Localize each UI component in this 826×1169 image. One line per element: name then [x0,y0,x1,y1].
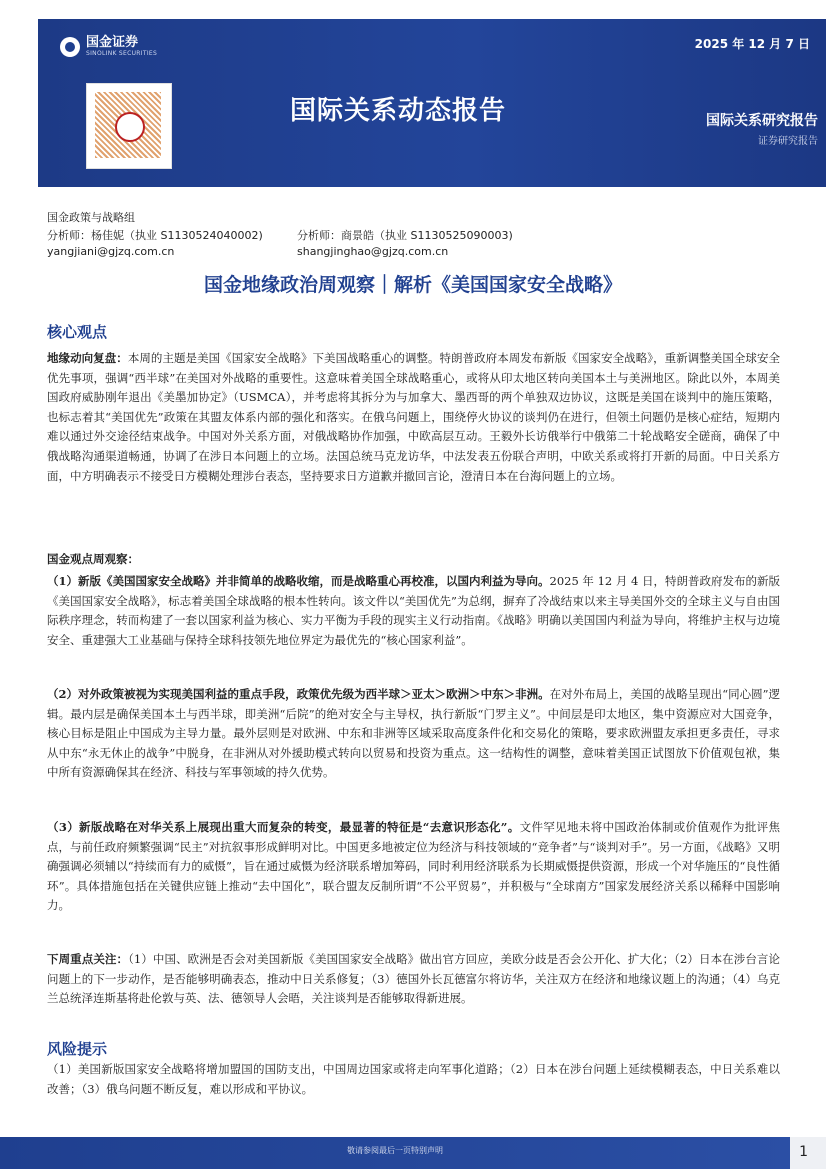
paragraph-lead: 下周重点关注： [47,952,129,966]
risk-heading: 风险提示 [47,1040,108,1058]
paragraph-point-1 [47,572,780,650]
footer-disclaimer-note: 敬请参阅最后一页特别声明 [347,1146,443,1155]
paragraph-body: 在对外布局上，美国的战略呈现出“同心圆”逻辑。最内层是确保美国本土与西半球，即美洲“后院”的绝对安全与主导权，执行新版“门罗主义”。中间层是印太地区，集中资源应对大国竞争，核心目标是阻止中国成为主导力量。最外层则是对欧洲、中东和非洲等区域采取高度条件化和交易化的策略，要求欧洲盟友承担更多责任，寻求从中东“永无休止的战争”中脱身，在非洲从对外援助模式转向以贸易和投资为重点。这一结构性的调整，意味着美国正试图放下价值观包袱，集中所有资源确保其在经济、科技与军事领域的持久优势。 [47,687,781,780]
qr-center-seal-icon [115,112,145,142]
paragraph-body: （1）美国新版国家安全战略将增加盟国的国防支出，中国周边国家或将走向军事化道路；（2）日本在涉台问题上延续模糊表态，中日关系难以改善；（3）俄乌问题不断反复，难以形成和平协议。 [47,1062,780,1096]
report-header-banner [38,19,826,187]
paragraph-point-3 [47,818,780,916]
author-group: 国金政策与战略组 [47,211,135,224]
paragraph-weekly-view-label [47,550,780,570]
core-view-heading: 核心观点 [47,323,108,341]
brand-logo-icon [60,37,80,57]
series-subtitle: 证券研究报告 [758,136,818,147]
risk-paragraph [47,1060,780,1099]
analyst-1-email[interactable]: yangjiani@gjzq.com.cn [47,245,175,258]
paragraph-point-2 [47,685,780,783]
paragraph-lead: （2）对外政策被视为实现美国利益的重点手段，政策优先级为西半球＞亚太＞欧洲＞中东＞非洲。 [47,687,550,701]
page-number: 1 [799,1144,808,1160]
document-title: 国金地缘政治周观察｜解析《美国国家安全战略》 [203,274,622,296]
analyst-1: 分析师：杨佳妮（执业 S1130524040002) [47,229,263,242]
page-footer [0,1137,826,1169]
paragraph-lead: 国金观点周观察： [47,552,139,566]
paragraph-lead: （1）新版《美国国家安全战略》并非简单的战略收缩，而是战略重心再校准，以国内利益为导向。 [47,574,550,588]
paragraph-next-week-focus [47,950,780,1009]
qr-code-image [86,83,172,169]
paragraph-lead: 地缘动向复盘： [47,351,128,365]
report-date: 2025 年 12 月 7 日 [694,37,810,51]
paragraph-geopolitics-review [47,349,780,486]
paragraph-lead: （3）新版战略在对华关系上展现出重大而复杂的转变，最显著的特征是“去意识形态化”。 [47,820,520,834]
analyst-2: 分析师：商景皓（执业 S1130525090003) [297,229,513,242]
analyst-2-email[interactable]: shangjinghao@gjzq.com.cn [297,245,449,258]
brand-name-en: SINOLINK SECURITIES [86,50,158,57]
series-title: 国际关系研究报告 [706,113,818,129]
brand-logo [60,36,157,57]
report-type-title: 国际关系动态报告 [290,96,507,126]
paragraph-body: 本周的主题是美国《国家安全战略》下美国战略重心的调整。特朗普政府本周发布新版《国家安全战略》，重新调整美国全球安全优先事项，强调“西半球”在美国对外战略的重要性。这意味着美国全球战略重心，或将从印太地区转向美国本土与美洲地区。除此以外，本周美国政府威胁刚年退出《美墨加协定》（USMCA），并考虑将其拆分为与加拿大、墨西哥的两个单独双边协议，这既是美国在谈判中的施压策略，也标志着其“美国优先”政策在其盟友体系内部的强化和落实。在俄乌问题上，围绕停火协议的谈判仍在进行，但领土问题仍是核心症结，短期内难以通过外交途径结束战争。中国对外关系方面，对俄战略协作加强，中欧高层互动。王毅外长访俄举行中俄第二十轮战略安全磋商，确保了中俄战略沟通渠道畅通，协调了在涉日本问题上的立场。法国总统马克龙访华，中法发表五份联合声明，中欧关系或将打开新的局面。中日关系方面，中方明确表示不接受日方模糊处理涉台表态，坚持要求日方道歉并撤回言论，澄清日本在台海问题上的立场。 [47,351,781,483]
paragraph-body: 文件罕见地未将中国政治体制或价值观作为批评焦点，与前任政府频繁强调“民主”对抗叙事形成鲜明对比。中国更多地被定位为经济与科技领域的“竞争者”与“谈判对手”。另一方面，《战略》又明确强调必须辅以“持续而有力的威慑”，旨在通过威慑为经济联系增加筹码，同时利用经济联系为长期威慑提供资源，形成一个对华施压的“良性循环”。具体措施包括在关键供应链上推动“去中国化”，联合盟友反制所谓“不公平贸易”，并积极与“全球南方”国家发展经济关系以稀释中国影响力。 [47,820,780,913]
paragraph-body: 2025 年 12 月 4 日，特朗普政府发布的新版《美国国家安全战略》，标志着美国全球战略的根本性转向。该文件以“美国优先”为总纲，摒弃了冷战结束以来主导美国外交的全球主义与自由国际秩序理念，转而构建了一套以国家利益为核心、实力平衡为手段的现实主义行动指南。《战略》明确以美国国内利益为导向，将维护主权与边境安全、重建强大工业基础与保持全球科技领先地位界定为最优先的“核心国家利益”。 [47,574,780,647]
brand-name: 国金证券 [86,35,139,50]
paragraph-body: （1）中国、欧洲是否会对美国新版《美国国家安全战略》做出官方回应，美欧分歧是否会公开化、扩大化；（2）日本在涉台言论问题上的下一步动作，是否能够明确表态，推动中日关系修复；（3）德国外长瓦德富尔将访华，关注双方在经济和地缘议题上的沟通；（4）乌克兰总统泽连斯基将赴伦敦与英、法、德领导人会晤，关注谈判是否能够取得新进展。 [47,952,780,1006]
